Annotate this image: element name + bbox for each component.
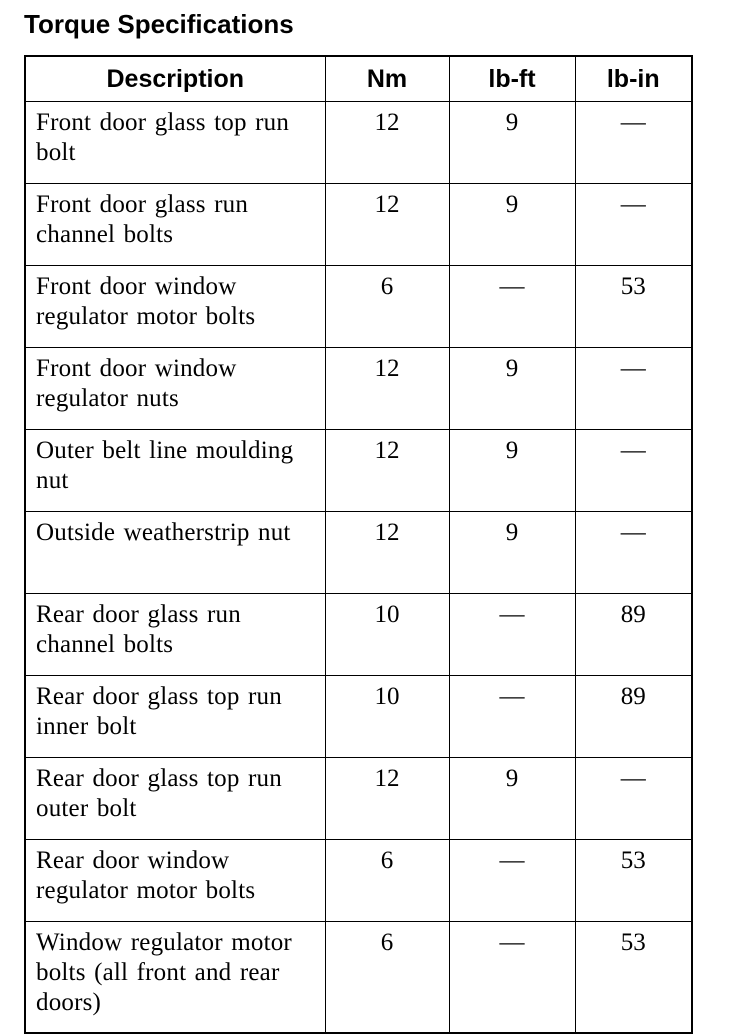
lb-ft-cell: —: [449, 676, 575, 758]
torque-spec-table: [24, 55, 693, 1034]
lb-ft-cell: —: [449, 594, 575, 676]
lb-ft-cell: 9: [449, 758, 575, 840]
lb-in-cell: —: [575, 102, 692, 184]
table-row: [25, 594, 692, 676]
table-row: [25, 348, 692, 430]
nm-cell: 12: [325, 102, 449, 184]
table-row: [25, 758, 692, 840]
table-row: [25, 512, 692, 594]
lb-ft-cell: 9: [449, 512, 575, 594]
lb-ft-cell: —: [449, 840, 575, 922]
lb-ft-cell: —: [449, 266, 575, 348]
nm-cell: 10: [325, 594, 449, 676]
lb-in-cell: —: [575, 184, 692, 266]
nm-cell: 12: [325, 348, 449, 430]
description-cell: Front door glass top run bolt: [25, 102, 325, 184]
page-title: Torque Specifications: [24, 9, 294, 39]
description-cell: Front door glass run channel bolts: [25, 184, 325, 266]
nm-cell: 12: [325, 758, 449, 840]
lb-in-cell: 53: [575, 840, 692, 922]
header-description: Description: [25, 56, 325, 102]
lb-ft-cell: 9: [449, 348, 575, 430]
nm-cell: 12: [325, 184, 449, 266]
header-nm: Nm: [325, 56, 449, 102]
lb-in-cell: —: [575, 430, 692, 512]
lb-ft-cell: 9: [449, 430, 575, 512]
nm-cell: 12: [325, 430, 449, 512]
table-row: [25, 922, 692, 1034]
table-row: [25, 184, 692, 266]
description-cell: Rear door glass run channel bolts: [25, 594, 325, 676]
nm-cell: 10: [325, 676, 449, 758]
description-cell: Window regulator motor bolts (all front and rear doors): [25, 922, 325, 1034]
table-header-row: [25, 56, 692, 102]
lb-in-cell: 89: [575, 676, 692, 758]
lb-in-cell: —: [575, 758, 692, 840]
description-cell: Rear door window regulator motor bolts: [25, 840, 325, 922]
lb-in-cell: 53: [575, 922, 692, 1034]
lb-ft-cell: 9: [449, 184, 575, 266]
header-lb-in: lb-in: [575, 56, 692, 102]
description-cell: Rear door glass top run outer bolt: [25, 758, 325, 840]
lb-in-cell: —: [575, 512, 692, 594]
table-row: [25, 430, 692, 512]
description-cell: Front door window regulator motor bolts: [25, 266, 325, 348]
nm-cell: 12: [325, 512, 449, 594]
table-row: [25, 102, 692, 184]
header-lb-ft: lb-ft: [449, 56, 575, 102]
lb-ft-cell: —: [449, 922, 575, 1034]
lb-ft-cell: 9: [449, 102, 575, 184]
table-row: [25, 840, 692, 922]
nm-cell: 6: [325, 266, 449, 348]
nm-cell: 6: [325, 840, 449, 922]
description-cell: Outer belt line moulding nut: [25, 430, 325, 512]
table-row: [25, 676, 692, 758]
description-cell: Front door window regulator nuts: [25, 348, 325, 430]
table-row: [25, 266, 692, 348]
lb-in-cell: 89: [575, 594, 692, 676]
nm-cell: 6: [325, 922, 449, 1034]
description-cell: Rear door glass top run inner bolt: [25, 676, 325, 758]
lb-in-cell: 53: [575, 266, 692, 348]
lb-in-cell: —: [575, 348, 692, 430]
description-cell: Outside weatherstrip nut: [25, 512, 325, 594]
